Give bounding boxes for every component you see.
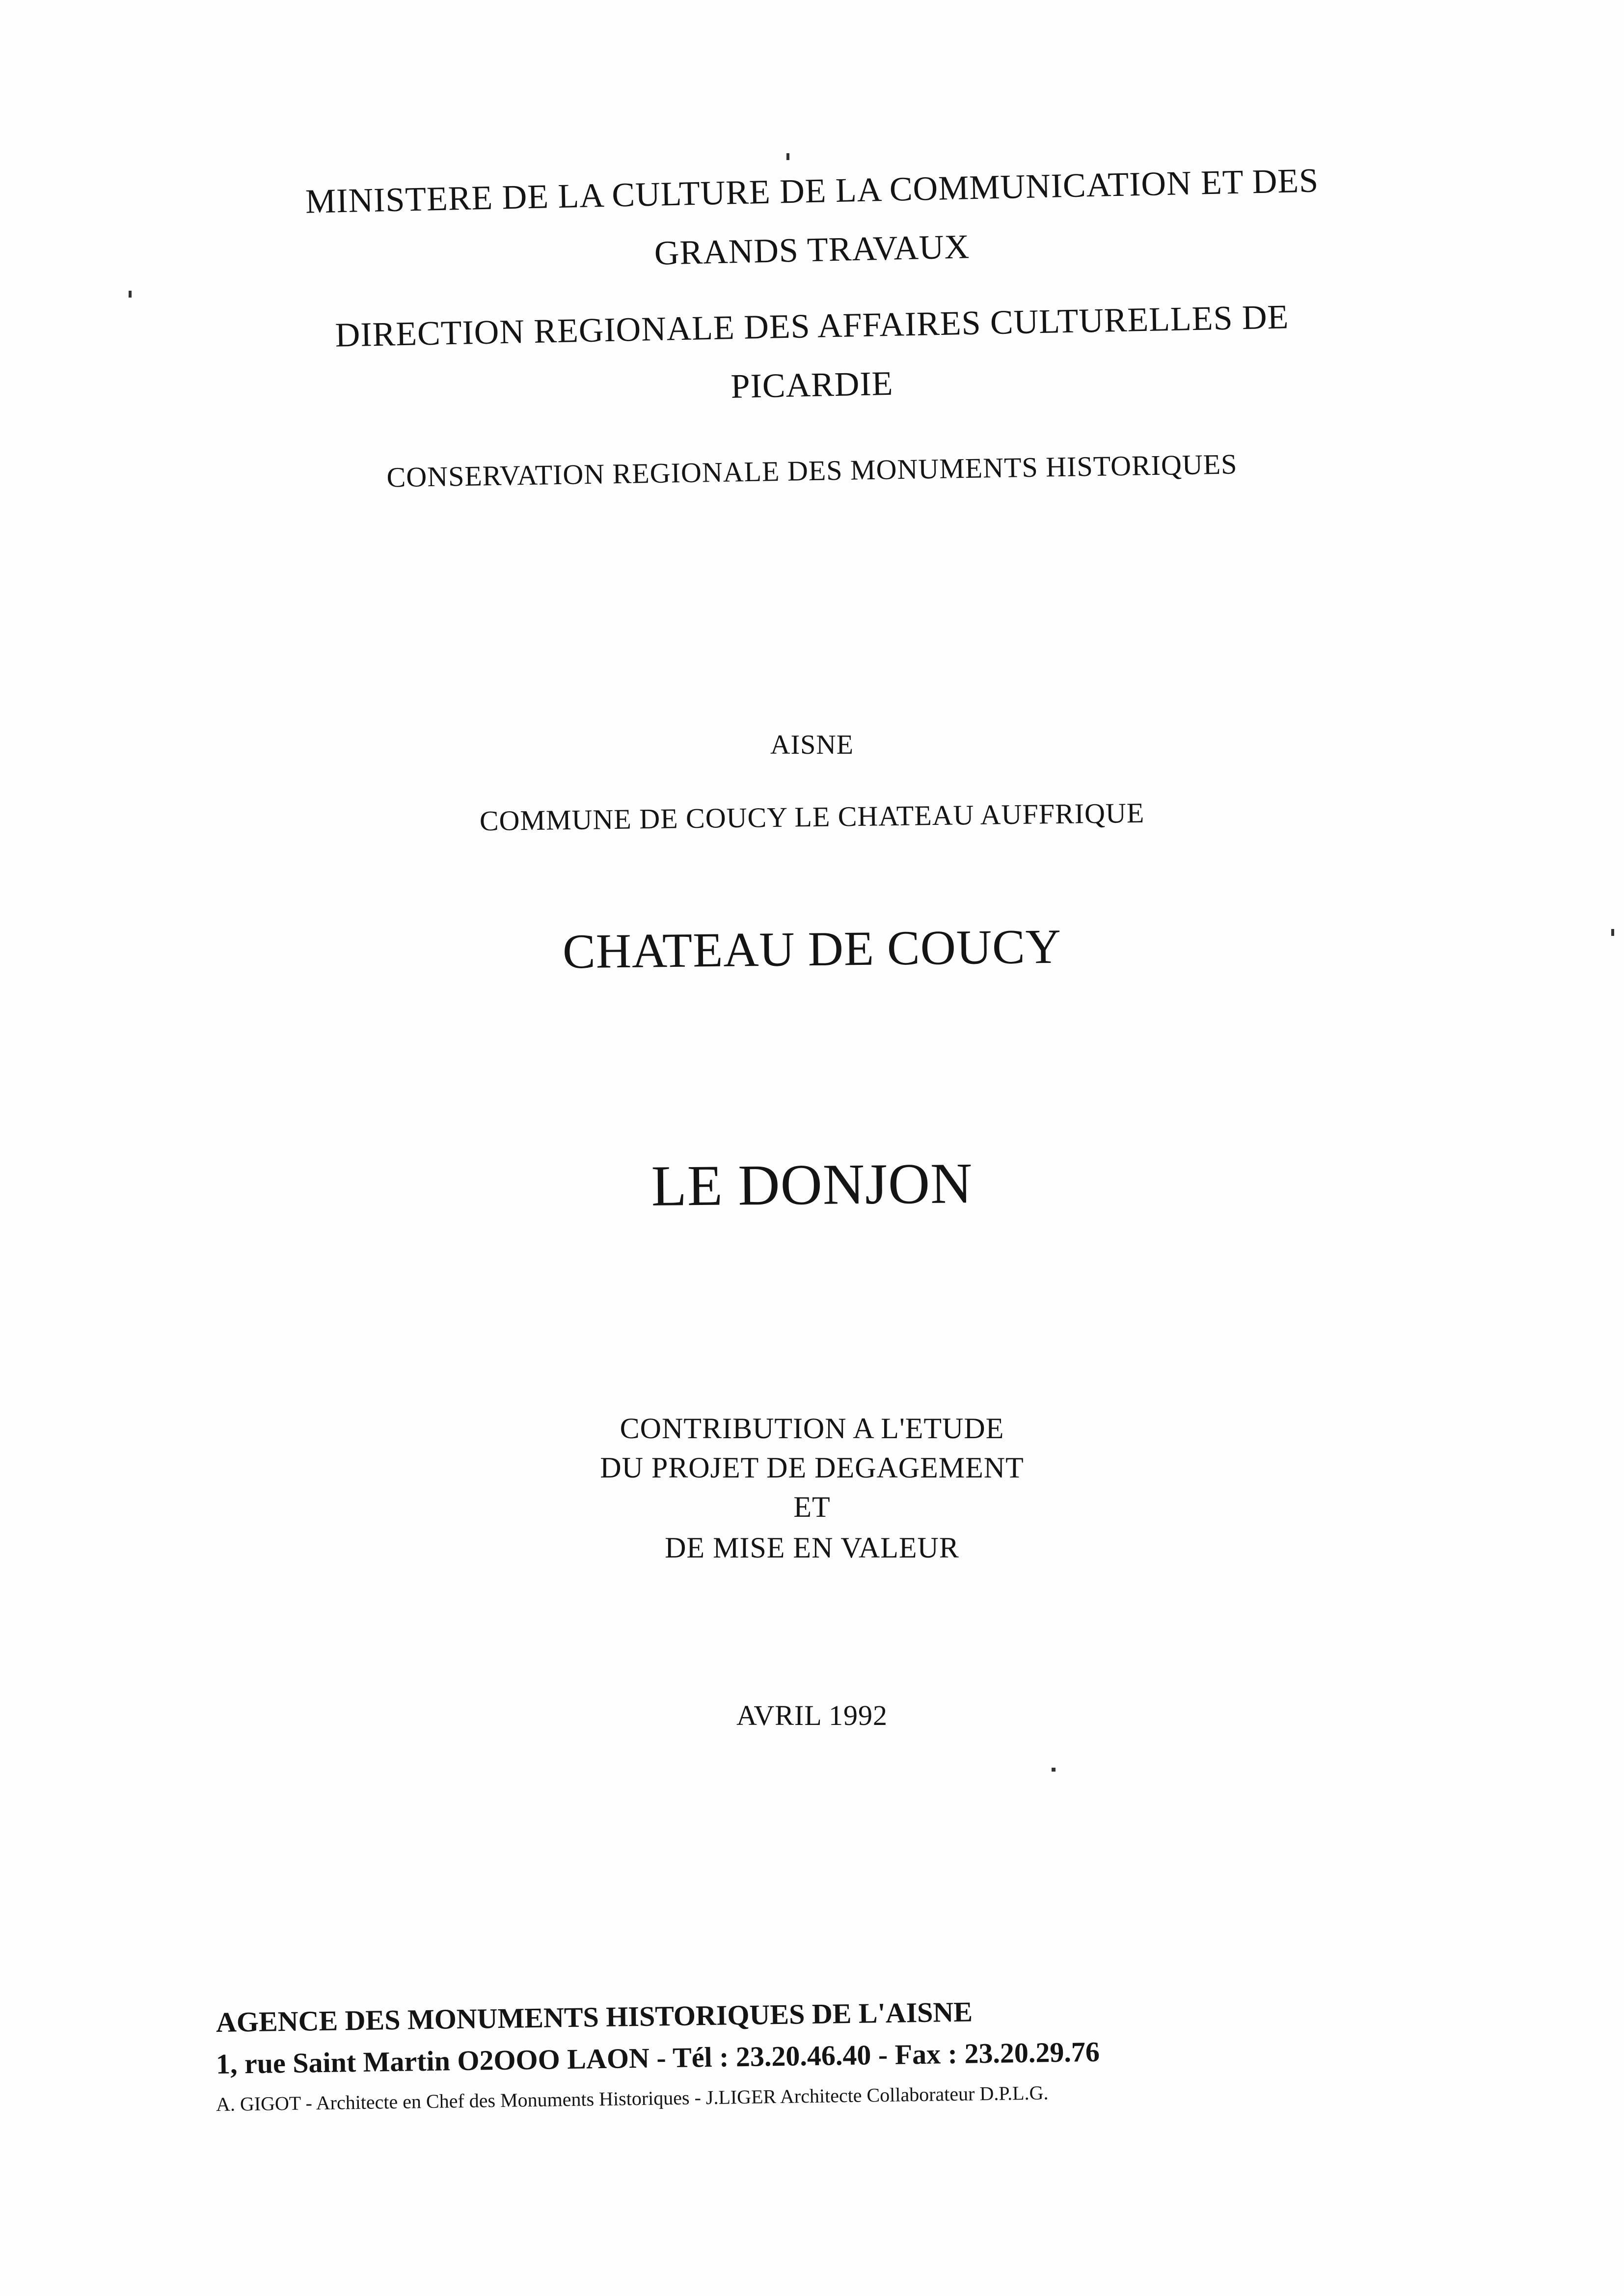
document-date: AVRIL 1992 <box>736 1699 888 1731</box>
contribution-line3: ET <box>793 1491 831 1523</box>
footer-address: 1, rue Saint Martin O2OOO LAON - Tél : 23.20.46.40 - Fax : 23.20.29.76 <box>216 2035 1100 2080</box>
contribution-line4: DE MISE EN VALEUR <box>665 1531 959 1564</box>
contribution-line2: DU PROJET DE DEGAGEMENT <box>600 1451 1024 1484</box>
conservation-title: CONSERVATION REGIONALE DES MONUMENTS HISTORIQUES <box>386 448 1238 493</box>
subject-title: LE DONJON <box>651 1151 973 1218</box>
department-name: AISNE <box>770 730 854 760</box>
scan-speck <box>129 291 132 298</box>
drac-title-line2: PICARDIE <box>730 364 894 406</box>
footer-agency: AGENCE DES MONUMENTS HISTORIQUES DE L'AISNE <box>216 1995 973 2038</box>
site-title: CHATEAU DE COUCY <box>562 919 1062 979</box>
footer-architects: A. GIGOT - Architecte en Chef des Monuments Historiques - J.LIGER Architecte Collaborateur D.P.L.G. <box>216 2081 1049 2115</box>
ministry-title-line1: MINISTERE DE LA CULTURE DE LA COMMUNICATION ET DES <box>305 162 1319 221</box>
ministry-title-line2: GRANDS TRAVAUX <box>654 228 970 273</box>
show-through-area <box>20 442 1600 1768</box>
commune-name: COMMUNE DE COUCY LE CHATEAU AUFFRIQUE <box>479 796 1145 837</box>
contribution-line1: CONTRIBUTION A L'ETUDE <box>620 1412 1004 1445</box>
scan-speck <box>1052 1768 1056 1772</box>
drac-title-line1: DIRECTION REGIONALE DES AFFAIRES CULTURELLES DE <box>334 298 1289 355</box>
scan-speck <box>786 153 789 160</box>
